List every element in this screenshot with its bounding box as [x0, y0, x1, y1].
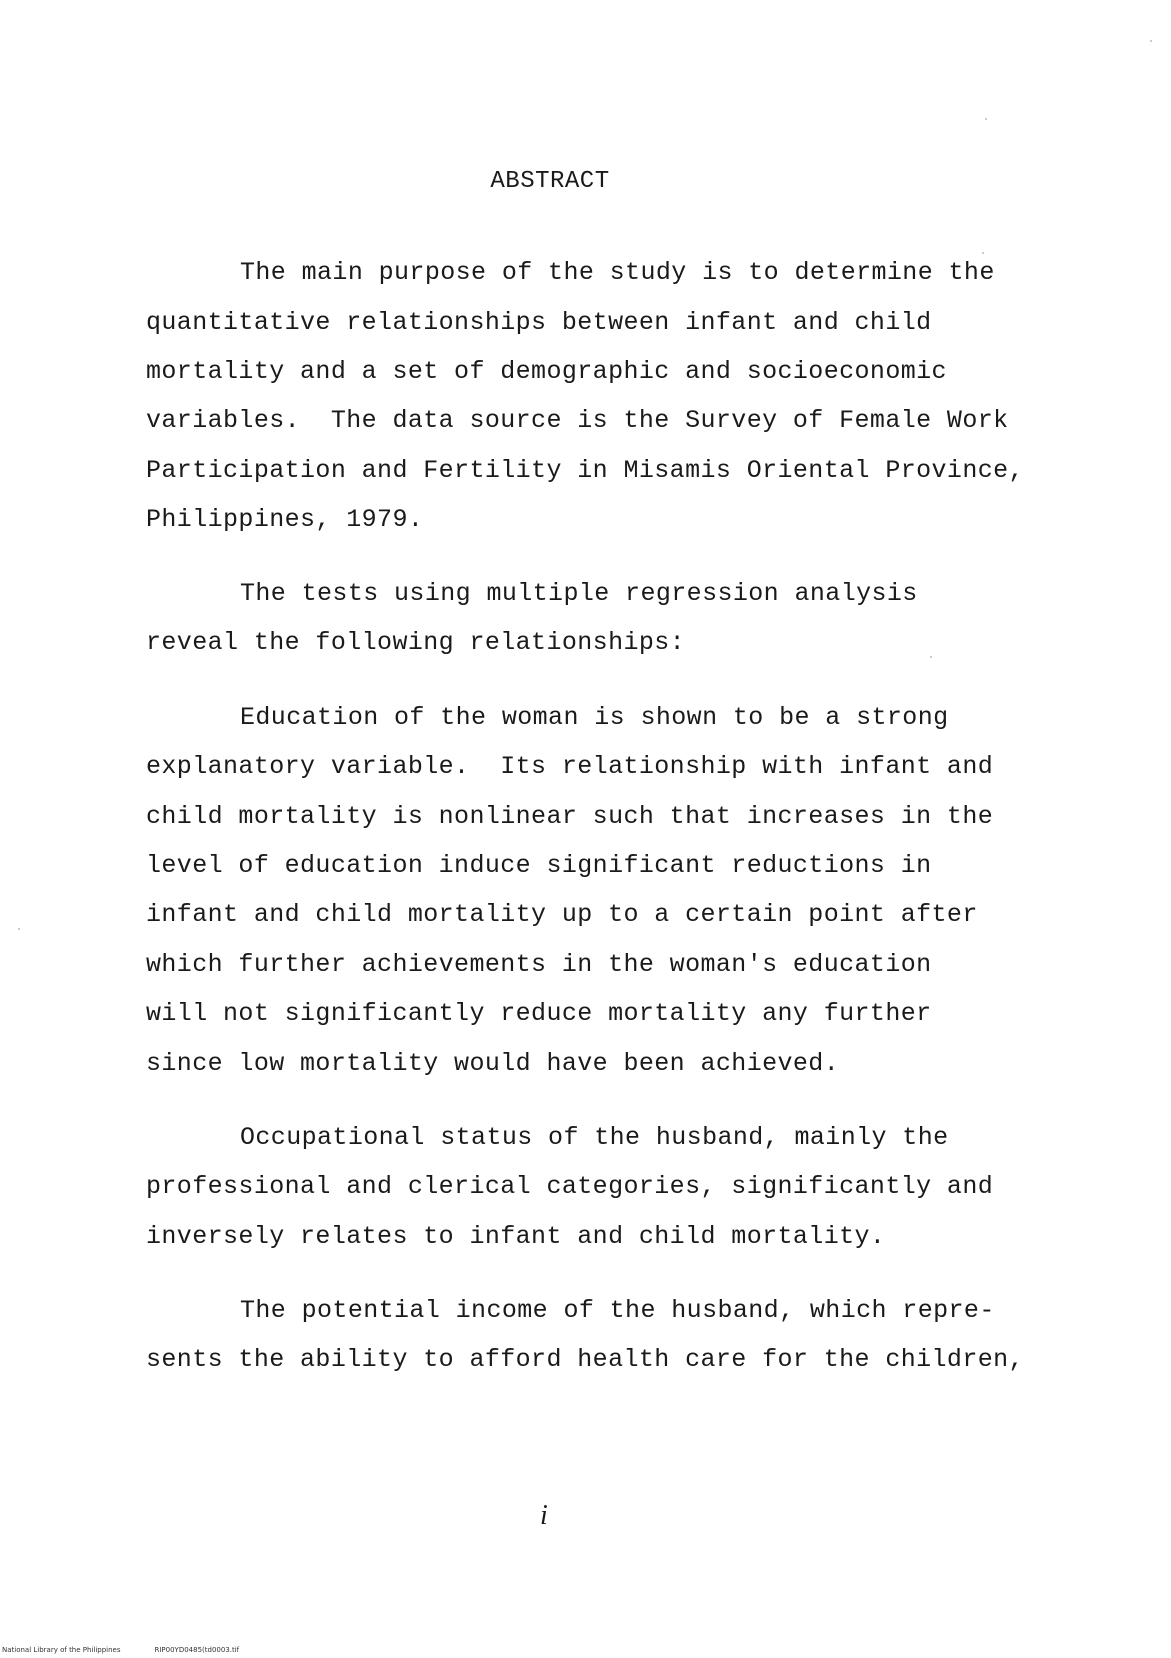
scan-speck — [1150, 40, 1152, 42]
paragraph-line: explanatory variable. Its relationship with infant and — [146, 752, 994, 781]
paragraph-line: sents the ability to afford health care for the children, — [146, 1345, 1024, 1374]
paragraph-line: mortality and a set of demographic and socioeconomic — [146, 357, 947, 386]
paragraph-line: Participation and Fertility in Misamis Oriental Province, — [146, 456, 1024, 485]
scan-speck — [985, 118, 987, 120]
paragraph-line: The main purpose of the study is to determine the — [240, 258, 995, 287]
paragraph-line: Occupational status of the husband, mainly the — [240, 1123, 949, 1152]
paragraph-line: infant and child mortality up to a certain point after — [146, 900, 978, 929]
paragraph-line: child mortality is nonlinear such that increases in the — [146, 802, 994, 831]
paragraph-line: Philippines, 1979. — [146, 505, 424, 534]
footer-file: RIP00YD0485(td0003.tif — [154, 1646, 240, 1654]
abstract-heading: ABSTRACT — [490, 168, 610, 195]
paragraph-line: The potential income of the husband, which repre- — [240, 1296, 995, 1325]
paragraph-line: The tests using multiple regression analysis — [240, 579, 918, 608]
paragraph-line: Education of the woman is shown to be a strong — [240, 703, 949, 732]
scan-speck — [982, 252, 984, 254]
paragraph-line: professional and clerical categories, significantly and — [146, 1172, 994, 1201]
paragraph-line: since low mortality would have been achieved. — [146, 1049, 840, 1078]
footer-library: National Library of the Philippines — [2, 1646, 121, 1654]
paragraph-line: level of education induce significant reductions in — [146, 851, 932, 880]
paragraph-line: variables. The data source is the Survey of Female Work — [146, 406, 1009, 435]
scan-footer — [2, 1646, 273, 1654]
scan-speck — [930, 656, 932, 658]
paragraph-line: quantitative relationships between infant and child — [146, 308, 932, 337]
paragraph-line: which further achievements in the woman's education — [146, 950, 932, 979]
scan-speck — [18, 928, 20, 930]
paragraph-line: reveal the following relationships: — [146, 628, 686, 657]
paragraph-line: inversely relates to infant and child mortality. — [146, 1222, 886, 1251]
page-number: i — [540, 1500, 548, 1531]
paragraph-line: will not significantly reduce mortality any further — [146, 999, 932, 1028]
